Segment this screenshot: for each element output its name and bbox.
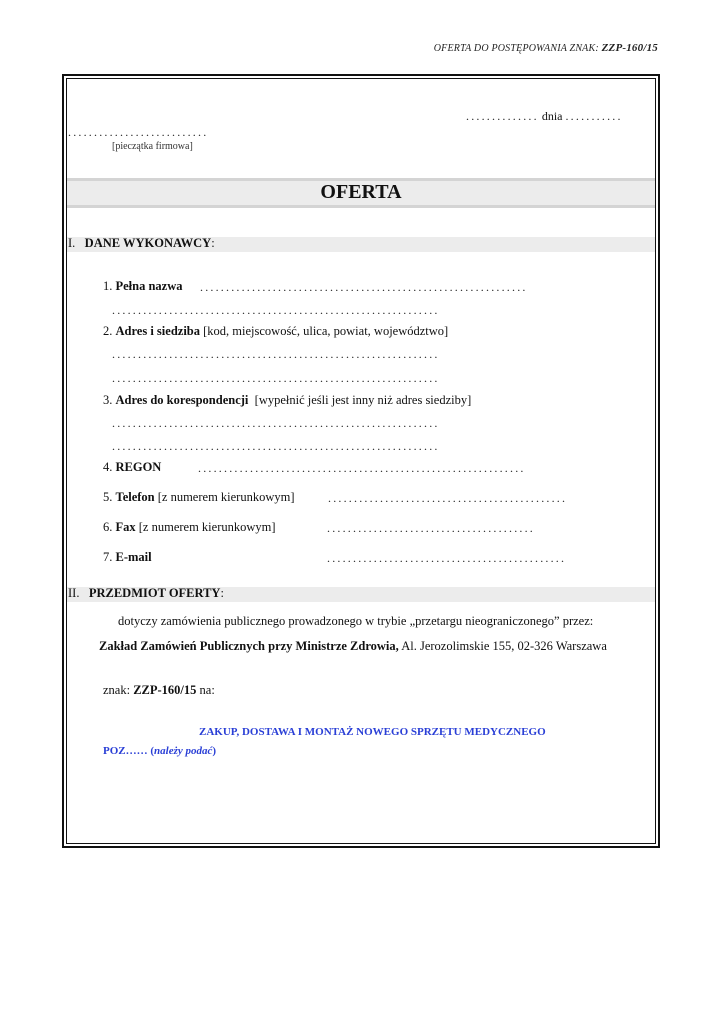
document-header bbox=[434, 42, 658, 54]
field-regon-label: 4. REGON bbox=[103, 460, 162, 474]
full-name-input-line2[interactable]: ............................................................... bbox=[112, 303, 440, 317]
stamp-field[interactable]: ........................... bbox=[68, 125, 209, 139]
correspondence-input-line2[interactable]: ............................................................... bbox=[112, 439, 440, 453]
address-input-line1[interactable]: ............................................................... bbox=[112, 347, 440, 361]
field-phone-label: 5. Telefon [z numerem kierunkowym] bbox=[103, 490, 295, 504]
field-full-name-label: 1. Pełna nazwa bbox=[103, 279, 183, 293]
section-2-heading: II. PRZEDMIOT OFERTY: bbox=[68, 586, 224, 600]
correspondence-input-line1[interactable]: ............................................................... bbox=[112, 416, 440, 430]
header-code: ZZP-160/15 bbox=[601, 42, 658, 54]
field-email-label: 7. E-mail bbox=[103, 550, 152, 564]
page-title: OFERTA bbox=[320, 181, 402, 203]
procurement-subject: ZAKUP, DOSTAWA I MONTAŻ NOWEGO SPRZĘTU MEDYCZNEGO bbox=[199, 726, 546, 738]
phone-input[interactable]: .............................................. bbox=[328, 491, 568, 505]
contracting-authority: Zakład Zamówień Publicznych przy Ministrze Zdrowia, Al. Jerozolimskie 155, 02-326 Warszawa bbox=[99, 639, 607, 653]
full-name-input[interactable]: ............................................................... bbox=[200, 280, 528, 294]
field-correspondence-label: 3. Adres do korespondencji [wypełnić jeśli jest inny niż adres siedziby] bbox=[103, 393, 472, 407]
date-line[interactable]: .............. dnia ........... bbox=[466, 109, 623, 123]
regon-input[interactable]: ............................................................... bbox=[198, 461, 526, 475]
stamp-label: [pieczątka firmowa] bbox=[112, 141, 193, 152]
email-input[interactable]: .............................................. bbox=[327, 551, 567, 565]
subject-intro: dotyczy zamówienia publicznego prowadzonego w trybie „przetargu nieograniczonego” przez: bbox=[118, 614, 594, 628]
field-fax-label: 6. Fax [z numerem kierunkowym] bbox=[103, 520, 276, 534]
case-sign: znak: ZZP-160/15 na: bbox=[103, 683, 215, 697]
address-input-line2[interactable]: ............................................................... bbox=[112, 371, 440, 385]
header-prefix: OFERTA DO POSTĘPOWANIA ZNAK: bbox=[433, 43, 599, 54]
date-label: dnia bbox=[541, 109, 563, 123]
fax-input[interactable]: ........................................ bbox=[327, 521, 535, 535]
field-address-label: 2. Adres i siedziba [kod, miejscowość, ulica, powiat, województwo] bbox=[103, 324, 449, 338]
position-line[interactable]: POZ…… (należy podać) bbox=[103, 745, 217, 757]
section-1-heading: I. DANE WYKONAWCY: bbox=[68, 236, 215, 250]
